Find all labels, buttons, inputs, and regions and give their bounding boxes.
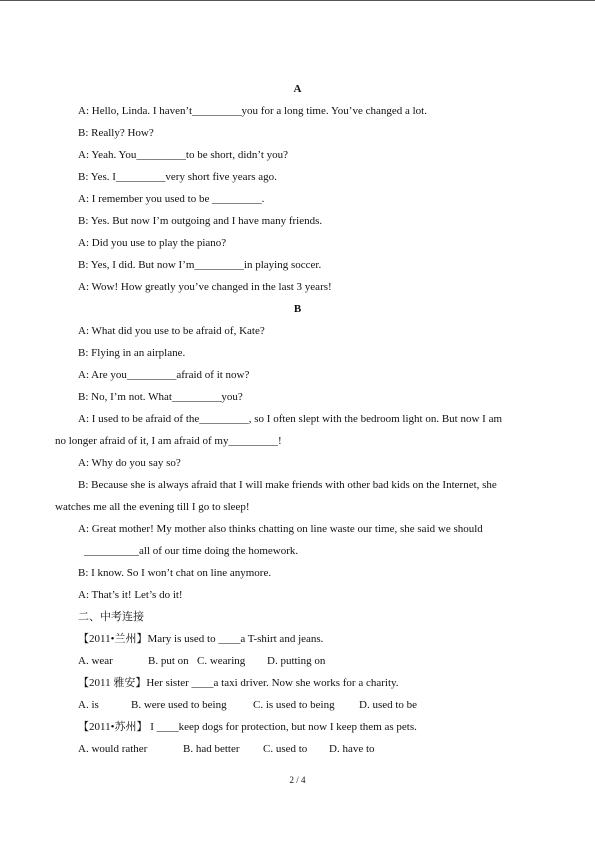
question-stem: 【2011•苏州】 I ____keep dogs for protection, but now I keep them as pets. <box>78 721 417 733</box>
question-option: B. were used to being <box>131 699 227 711</box>
question-option: B. put on <box>148 655 189 667</box>
dialogue-line: A: Why do you say so? <box>78 457 181 469</box>
dialogue-line: B: Yes. But now I’m outgoing and I have many friends. <box>78 215 323 227</box>
question-stem: 【2011•兰州】Mary is used to ____a T-shirt and jeans. <box>78 633 324 645</box>
dialogue-line: A: I used to be afraid of the_________, so I often slept with the bedroom light on. But now I am <box>78 413 503 425</box>
question-option: A. would rather <box>78 743 148 755</box>
dialogue-line: B: Yes. I_________very short five years ago. <box>78 171 277 183</box>
dialogue-line: A: Yeah. You_________to be short, didn’t you? <box>78 149 289 161</box>
dialogue-line-continuation: no longer afraid of it, I am afraid of my_________! <box>55 435 282 447</box>
question-option: C. is used to being <box>253 699 335 711</box>
dialogue-line: B: Yes, I did. But now I’m_________in playing soccer. <box>78 259 322 271</box>
section-a-heading: A <box>293 83 302 95</box>
question-option: C. used to <box>263 743 308 755</box>
dialogue-line: A: Great mother! My mother also thinks chatting on line waste our time, she said we should <box>78 523 483 535</box>
dialogue-line-continuation: watches me all the evening till I go to sleep! <box>55 501 250 513</box>
dialogue-line: B: Flying in an airplane. <box>78 347 186 359</box>
dialogue-line: A: What did you use to be afraid of, Kate? <box>78 325 265 337</box>
page-number: 2 / 4 <box>289 775 306 785</box>
section-b-heading: B <box>293 303 302 315</box>
dialogue-line: B: Really? How? <box>78 127 154 139</box>
question-option: D. have to <box>329 743 375 755</box>
section-two-title: 二、中考连接 <box>78 611 144 623</box>
dialogue-line: A: Hello, Linda. I haven’t_________you for a long time. You’ve changed a lot. <box>78 105 427 117</box>
question-option: B. had better <box>183 743 240 755</box>
dialogue-line: A: Wow! How greatly you’ve changed in the last 3 years! <box>78 281 332 293</box>
question-option: A. is <box>78 699 99 711</box>
dialogue-line: A: Did you use to play the piano? <box>78 237 227 249</box>
question-option: D. putting on <box>267 655 326 667</box>
question-stem: 【2011 雅安】Her sister ____a taxi driver. Now she works for a charity. <box>78 677 399 689</box>
page-top-rule <box>0 0 595 1</box>
dialogue-line-continuation: __________all of our time doing the homework. <box>84 545 299 557</box>
question-option: C. wearing <box>197 655 246 667</box>
dialogue-line: B: I know. So I won’t chat on line anymore. <box>78 567 272 579</box>
question-option: A. wear <box>78 655 113 667</box>
question-option: D. used to be <box>359 699 418 711</box>
dialogue-line: A: I remember you used to be _________. <box>78 193 265 205</box>
dialogue-line: A: That’s it! Let’s do it! <box>78 589 183 601</box>
dialogue-line: B: No, I’m not. What_________you? <box>78 391 243 403</box>
dialogue-line: B: Because she is always afraid that I will make friends with other bad kids on the Internet, she <box>78 479 497 491</box>
dialogue-line: A: Are you_________afraid of it now? <box>78 369 250 381</box>
